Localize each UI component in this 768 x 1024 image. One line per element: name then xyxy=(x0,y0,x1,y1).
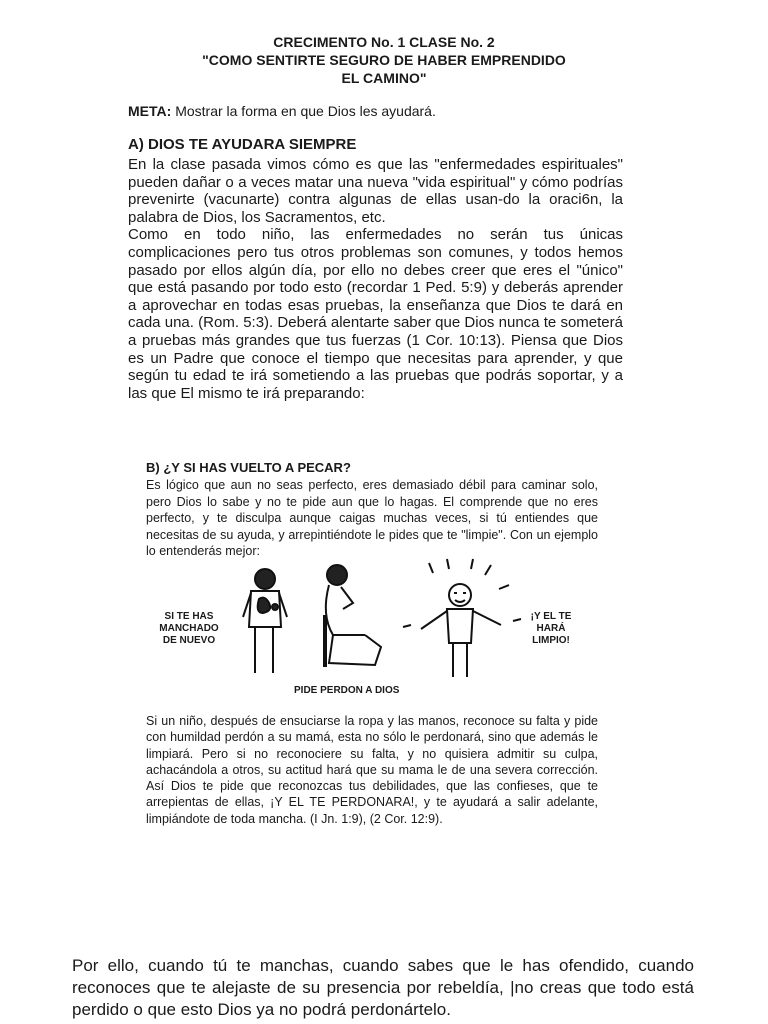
doc-title-line-3: EL CAMINO" xyxy=(341,70,427,86)
footer-paragraph: Por ello, cuando tú te manchas, cuando sabes que le has ofendido, cuando reconoces que te alejaste de su presencia por rebeldía, |no creas que todo está perdido o que esto Dios ya no podrá perdonártelo. xyxy=(72,956,694,1019)
meta-text: Mostrar la forma en que Dios les ayudará. xyxy=(175,103,436,119)
section-a-heading: A) DIOS TE AYUDARA SIEMPRE xyxy=(128,136,357,153)
praying-child-figure xyxy=(325,565,381,667)
doc-title-line-2: "COMO SENTIRTE SEGURO DE HABER EMPRENDIDO xyxy=(202,52,566,68)
left-caption xyxy=(158,611,220,647)
right-caption-line-3: LIMPIO! xyxy=(532,635,570,646)
forgiveness-illustration xyxy=(225,555,525,685)
section-c-paragraph: Si un niño, después de ensuciarse la ropa y las manos, reconoce su falta y pide con humildad perdón a su mamá, esta no sólo le perdonará, sino que además le limpiará. Pero si no reconociere su falta, y no quisiera admitir su culpa, achacándola a otros, su actitud hará que su mama le de una severa corrección. Así Dios te pide que reconozcas tus debilidades, que las confieses, que te arrepientas de ellas, ¡Y EL TE PERDONARA!, y te ayudará a salir adelante, limpiándote de toda mancha. (I Jn. 1:9), (2 Cor. 12:9). xyxy=(146,714,598,826)
meta-line xyxy=(128,103,436,119)
section-b-heading: B) ¿Y SI HAS VUELTO A PECAR? xyxy=(146,460,351,475)
section-a-paragraph-2: Como en todo niño, las enfermedades no serán tus únicas complicaciones pero tus otros problemas son comunes, y todos hemos pasado por ellos algún día, por ello no debes creer que eres el "único" que está pasando por todo esto (recordar 1 Ped. 5:9) y deberás aprender a aprovechar en todas esas pruebas, la enseñanza que Dios te dará en cada una. (Rom. 5:3). Deberá alentarte saber que Dios nunca te someterá a pruebas más grandes que tus fuerzas (1 Cor. 10:13). Piensa que Dios es un Padre que conoce el tiempo que necesitas para aprender, y que según tu edad te irá sometiendo a las pruebas que podrás soportar, y a las que El mismo te irá preparando: xyxy=(128,226,623,402)
right-caption-line-1: ¡Y EL TE xyxy=(530,611,572,622)
left-caption-line-3: DE NUEVO xyxy=(162,635,216,646)
section-b-paragraph: Es lógico que aun no seas perfecto, eres demasiado débil para caminar solo, pero Dios lo sabe y no te pide aun que lo hagas. El comprende que no eres perfecto, y te disculpa aunque caigas muchas veces, si tú entiendes que necesitas de su ayuda, y arrepintiéndote le pides que te "limpie". Con un ejemplo lo entenderás mejor: xyxy=(146,478,598,558)
section-a-paragraph-1: En la clase pasada vimos cómo es que las "enfermedades espirituales" pueden dañar o a veces matar una nueva "vida espiritual" y cómo podrías prevenirte (vacunarte) contra algunas de ellas usan-do la oraci6n, la palabra de Dios, los Sacramentos, etc. xyxy=(128,156,623,226)
clean-child-figure xyxy=(403,559,521,677)
right-caption xyxy=(520,611,582,647)
illustration-bottom-caption: PIDE PERDON A DIOS xyxy=(294,685,400,696)
left-caption-line-2: MANCHADO xyxy=(159,623,219,634)
section-a-body xyxy=(128,156,623,402)
meta-label: META: xyxy=(128,103,172,119)
stained-child-figure xyxy=(243,569,287,673)
left-caption-line-1: SI TE HAS xyxy=(164,611,214,622)
doc-title-line-1: CRECIMENTO No. 1 CLASE No. 2 xyxy=(273,34,495,50)
right-caption-line-2: HARÁ xyxy=(536,623,566,634)
